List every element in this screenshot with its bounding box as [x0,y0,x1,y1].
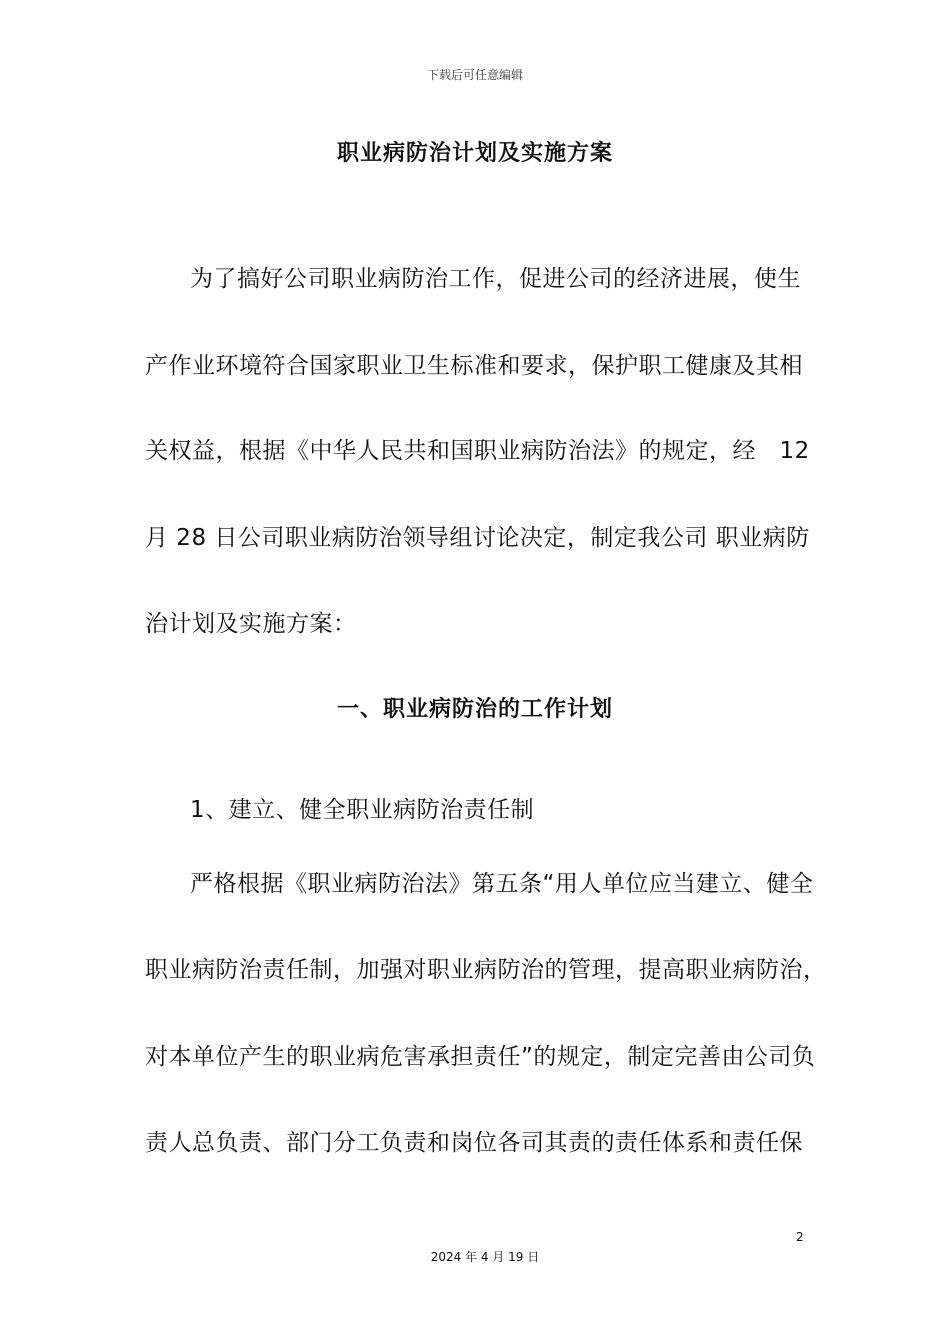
body-line-2: 职业病防治责任制，加强对职业病防治的管理，提高职业病防治， [145,957,827,983]
body-line-4: 责人总负责、部门分工负责和岗位各司其责的责任体系和责任保 [145,1130,803,1156]
intro-line-1: 为了搞好公司职业病防治工作，促进公司的经济进展，使生 [190,266,801,292]
document-title: 职业病防治计划及实施方案 [336,141,613,166]
section-title: 一、职业病防治的工作计划 [336,697,613,722]
body-line-1: 严格根据《职业病防治法》第五条“用人单位应当建立、健全 [190,871,814,897]
page-number: 2 [796,1230,804,1244]
intro-line-3: 关权益，根据《中华人民共和国职业病防治法》的规定，经 12 [145,438,810,464]
footer-date: 2024 年 4 月 19 日 [430,1250,540,1264]
intro-line-4: 月 28 日公司职业病防治领导组讨论决定，制定我公司 职业病防 [145,525,810,551]
intro-line-5: 治计划及实施方案： [145,611,357,637]
intro-line-2: 产作业环境符合国家职业卫生标准和要求，保护职工健康及其相 [145,353,803,379]
body-line-3: 对本单位产生的职业病危害承担责任”的规定，制定完善由公司负 [145,1044,816,1070]
subsection-heading: 1、建立、健全职业病防治责任制 [190,797,535,823]
header-note: 下载后可任意编辑 [426,68,523,82]
